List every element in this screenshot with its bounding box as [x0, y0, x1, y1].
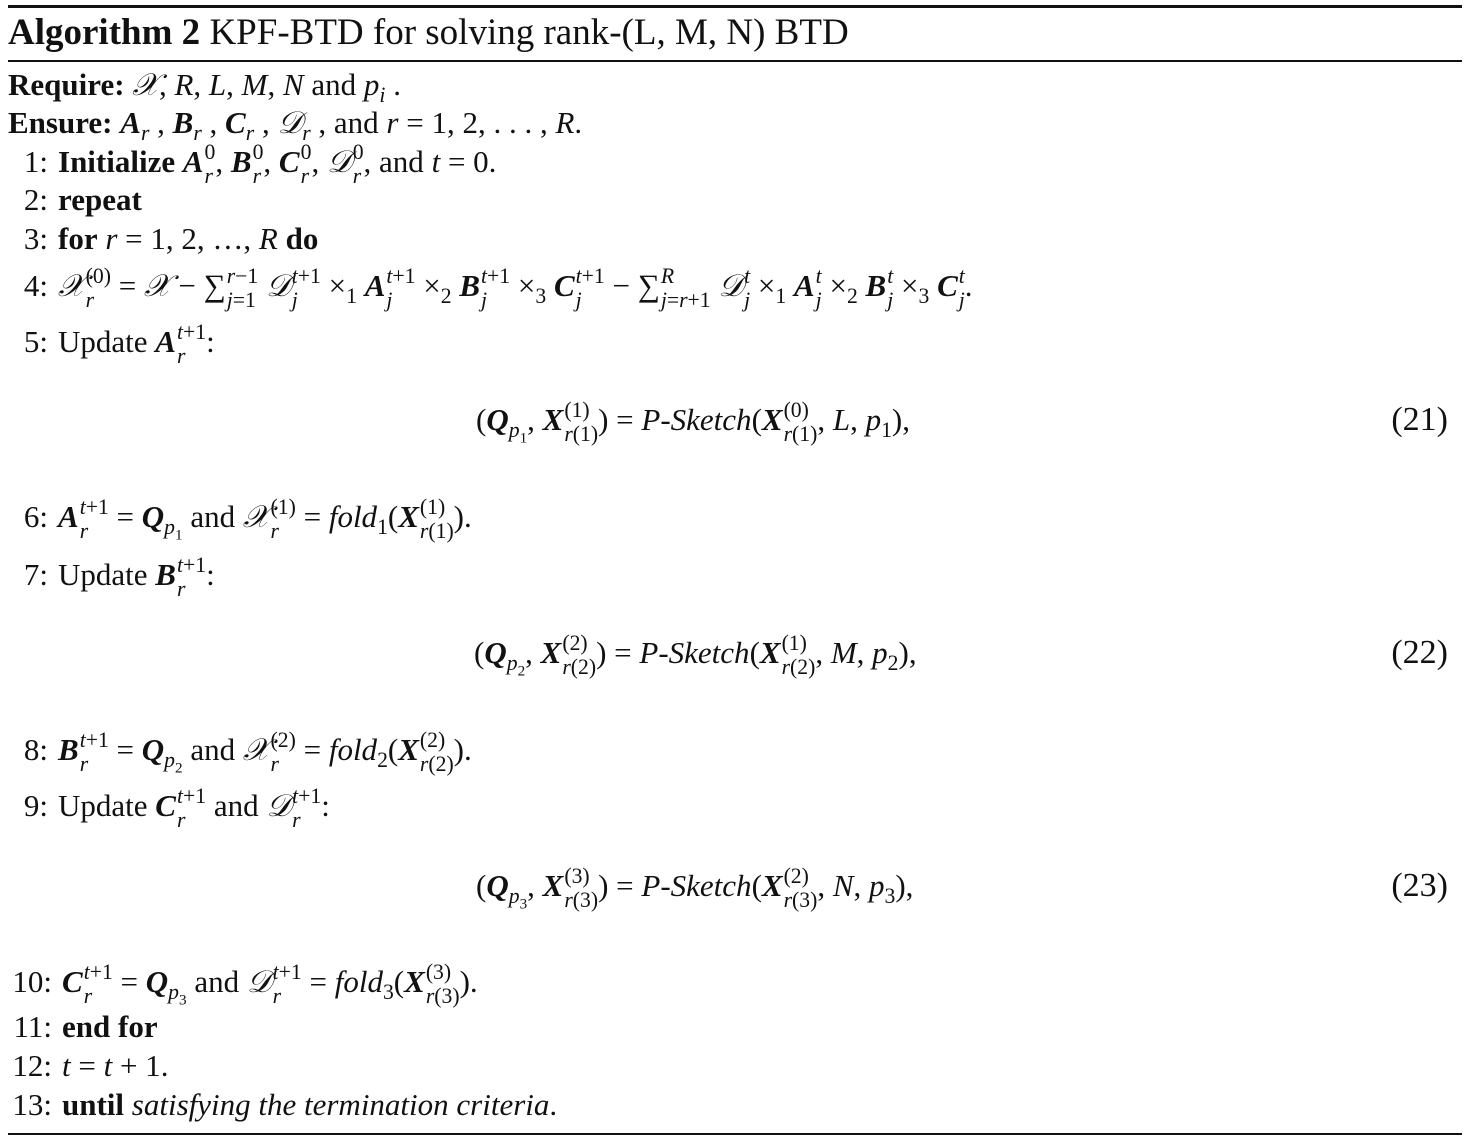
algorithm-line-3: 3: for r = 1, 2, …, R do: [8, 220, 318, 258]
equation-22: ($Q_{p_2}$, X (2) r(2) ) = P-Sketch(X (1) r(2) , M, $p_2$),: [474, 631, 917, 680]
title-rule: [8, 60, 1462, 62]
algorithm-line-8: 8: B t+1 r = $Q_{p_2}$ and 𝒳 (2) r = fold$_2$(X (2) r(2) ).: [8, 730, 472, 775]
line-number: 13:: [12, 1087, 52, 1122]
keyword-initialize: Initialize: [58, 143, 176, 179]
bottom-rule: [8, 1133, 1462, 1135]
top-rule: [8, 5, 1462, 8]
text-update: Update: [58, 787, 148, 823]
keyword-do: do: [285, 221, 319, 256]
text-and: and: [190, 731, 236, 767]
line-number: 2:: [23, 182, 48, 217]
require-line: Require: 𝒳, R, L, M, N and $p_i$ .: [8, 67, 401, 108]
equation-number-21: (21): [1391, 401, 1448, 438]
text-and: and: [190, 498, 236, 534]
algorithm-line-5: 5: Update A t+1 r :: [8, 322, 215, 367]
keyword-for: for: [58, 221, 98, 256]
algorithm-line-13: 13: until satisfying the termination criteria.: [8, 1086, 557, 1124]
text-update: Update: [58, 323, 148, 359]
require-label: Require:: [8, 67, 125, 102]
algorithm-line-1: 1: Initialize A 0 r , B 0 r , C 0 r , 𝒟 0 r , and t = 0.: [8, 142, 496, 187]
line-number: 4:: [23, 267, 48, 303]
text-and: and: [213, 787, 259, 823]
line-number: 10:: [12, 963, 52, 999]
algorithm-line-12: 12: t = t + 1.: [8, 1047, 168, 1085]
line-number: 3:: [23, 221, 48, 256]
equation-23: ($Q_{p_3}$, X (3) r(3) ) = P-Sketch(X (2) r(3) , N, $p_3$),: [476, 864, 914, 913]
keyword-until: until: [62, 1087, 125, 1122]
equation-21: ($Q_{p_1}$, X (1) r(1) ) = P-Sketch(X (0) r(1) , L, $p_1$),: [476, 398, 910, 447]
equation-number-22: (22): [1391, 634, 1448, 671]
algorithm-line-6: 6: A t+1 r = $Q_{p_1}$ and 𝒳 (1) r = fold$_1$(X (1) r(1) ).: [8, 497, 472, 542]
ensure-line: Ensure: $A_r$ , $B_r$ , $C_r$ , 𝒟$_r$ , and r = 1, 2, . . . , R.: [8, 105, 583, 146]
keyword-repeat: repeat: [58, 182, 142, 217]
algorithm-line-10: 10: C t+1 r = $Q_{p_3}$ and 𝒟 t+1 r = fold$_3$(X (3) r(3) ).: [8, 962, 478, 1007]
algorithm-line-4: 4: 𝒳 (0) r = 𝒳 − ∑ r−1 j=1 𝒟 t+1 j $\times_1$ A t+1 j $\times_2$ B t+1 j $\times_3$ C t+1 j − ∑ R j=r+1 𝒟 t j $\times_1$ A t j $\times_2$ B t j $\times_3$ C t j .: [8, 266, 973, 311]
termination-text: satisfying the termination criteria: [131, 1087, 550, 1122]
ensure-label: Ensure:: [8, 105, 113, 140]
line-number: 7:: [23, 556, 48, 592]
algorithm-line-11: [8, 1008, 158, 1046]
line-number: 12:: [12, 1048, 52, 1083]
algorithm-caption: KPF-BTD for solving rank-(L, M, N) BTD: [209, 12, 849, 53]
algorithm-title: [8, 10, 849, 56]
text-and: and: [194, 963, 240, 999]
line-number: 1:: [23, 143, 48, 179]
keyword-end-for: end for: [62, 1009, 158, 1044]
algorithm-label: Algorithm 2: [8, 12, 201, 53]
algorithm-line-2: [8, 181, 142, 219]
line-number: 8:: [23, 731, 48, 767]
line-number: 11:: [13, 1009, 52, 1044]
equation-number-23: (23): [1391, 867, 1448, 904]
line-number: 5:: [23, 323, 48, 359]
algorithm-line-9: 9: Update C t+1 r and 𝒟 t+1 r :: [8, 786, 330, 831]
line-number: 6:: [23, 498, 48, 534]
line-number: 9:: [23, 787, 48, 823]
text-update: Update: [58, 556, 148, 592]
algorithm-line-7: 7: Update B t+1 r :: [8, 555, 215, 600]
